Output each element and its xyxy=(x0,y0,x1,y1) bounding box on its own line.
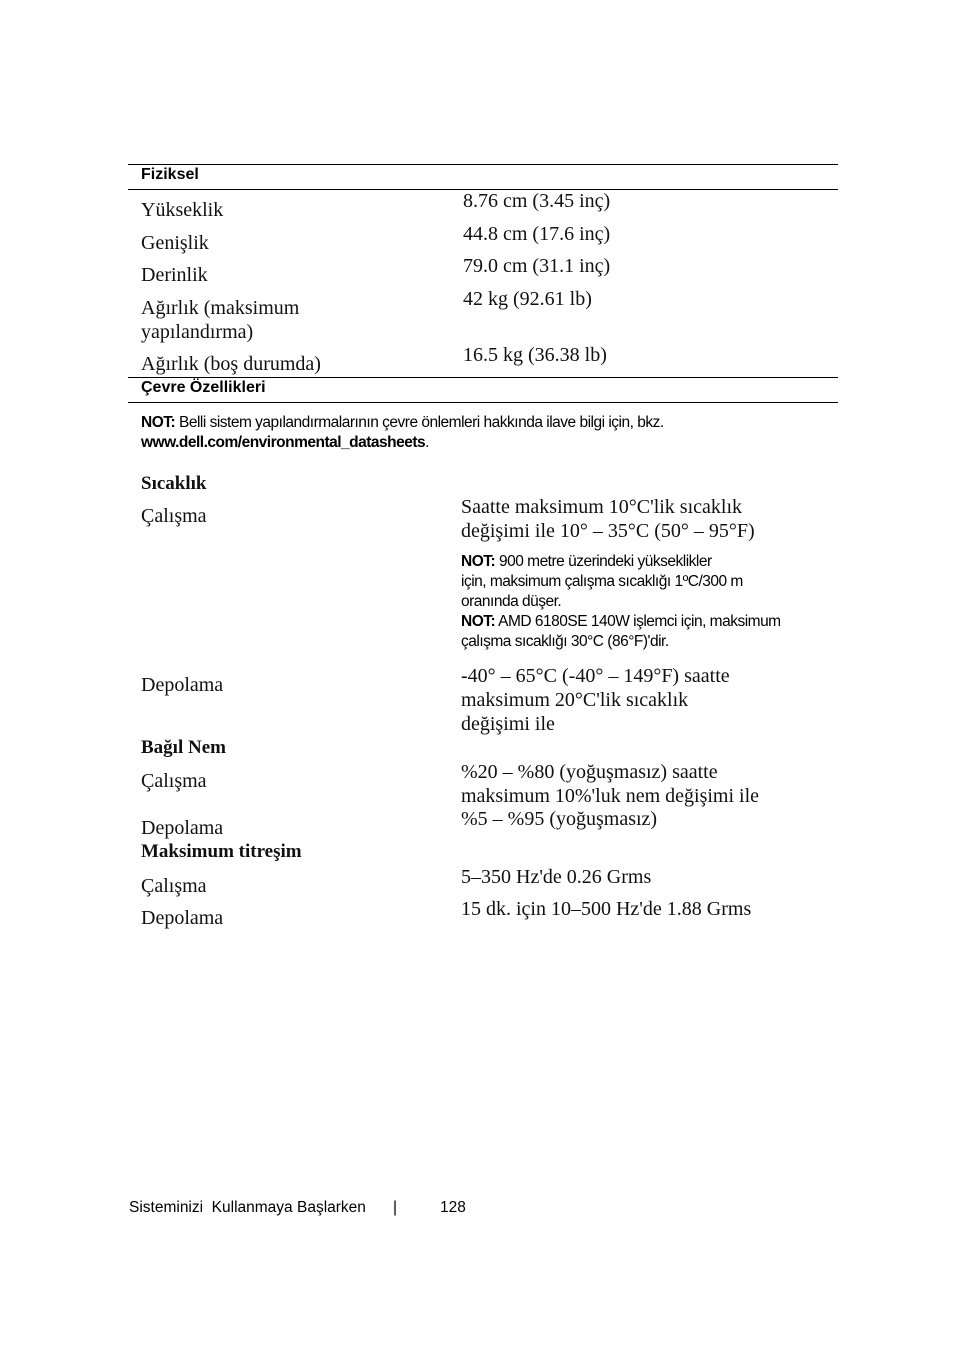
label-yukseklik: Yükseklik xyxy=(141,199,224,221)
footer-title: Sisteminizi Kullanmaya Başlarken xyxy=(129,1199,366,1216)
label-genislik: Genişlik xyxy=(141,232,209,254)
subheading-sicaklik: Sıcaklık xyxy=(141,473,207,494)
value-titresim-depolama: 15 dk. için 10–500 Hz'de 1.88 Grms xyxy=(461,898,752,920)
label-agirlik-maks-2: yapılandırma) xyxy=(141,321,254,343)
value-sicaklik-depolama-2: maksimum 20°C'lik sıcaklık xyxy=(461,689,689,711)
note2-line2: çalışma sıcaklığı 30°C (86°F)'dir. xyxy=(461,633,669,650)
value-agirlik-bos: 16.5 kg (36.38 lb) xyxy=(463,344,607,366)
value-agirlik-maks: 42 kg (92.61 lb) xyxy=(463,288,592,310)
note1-line2: için, maksimum çalışma sıcaklığı 1ºC/300 m xyxy=(461,573,743,590)
value-sicaklik-calisma-1: Saatte maksimum 10°C'lik sıcaklık xyxy=(461,496,743,518)
value-sicaklik-depolama-3: değişimi ile xyxy=(461,713,555,735)
section-heading-rule xyxy=(128,402,838,403)
note1-prefix: NOT: xyxy=(461,553,496,570)
label-nem-calisma: Çalışma xyxy=(141,770,207,792)
value-yukseklik: 8.76 cm (3.45 inç) xyxy=(463,190,611,212)
value-sicaklik-depolama-1: -40° – 65°C (-40° – 149°F) saatte xyxy=(461,665,730,687)
label-titresim-calisma: Çalışma xyxy=(141,875,207,897)
datasheets-link[interactable]: www.dell.com/environmental_datasheets xyxy=(141,434,426,451)
value-genislik: 44.8 cm (17.6 inç) xyxy=(463,223,611,245)
subheading-bagil-nem: Bağıl Nem xyxy=(141,737,226,758)
value-nem-calisma-1: %20 – %80 (yoğuşmasız) saatte xyxy=(461,761,718,783)
label-agirlik-maks-1: Ağırlık (maksimum xyxy=(141,297,300,319)
note-suffix: . xyxy=(425,434,429,451)
note1-line3: oranında düşer. xyxy=(461,593,562,610)
top-rule xyxy=(128,164,838,165)
footer-separator: | xyxy=(393,1199,398,1216)
label-titresim-depolama: Depolama xyxy=(141,907,224,929)
cevre-note xyxy=(141,413,831,453)
note-text: Belli sistem yapılandırmalarının çevre önlemleri hakkında ilave bilgi için, bkz. xyxy=(178,414,664,431)
value-sicaklik-calisma-2: değişimi ile 10° – 35°C (50° – 95°F) xyxy=(461,520,755,542)
value-nem-depolama: %5 – %95 (yoğuşmasız) xyxy=(461,808,658,830)
page-number: 128 xyxy=(440,1199,466,1216)
label-sicaklik-calisma: Çalışma xyxy=(141,505,207,527)
value-nem-calisma-2: maksimum 10%'luk nem değişimi ile xyxy=(461,785,760,807)
section-heading-fiziksel: Fiziksel xyxy=(141,166,199,183)
note2-line1: AMD 6180SE 140W işlemci için, maksimum xyxy=(498,613,781,630)
note1-line1: 900 metre üzerindeki yükseklikler xyxy=(498,553,712,570)
label-sicaklik-depolama: Depolama xyxy=(141,674,224,696)
sicaklik-note-1 xyxy=(461,552,831,652)
section-rule xyxy=(128,377,838,378)
label-agirlik-bos: Ağırlık (boş durumda) xyxy=(141,353,321,375)
subheading-titresim: Maksimum titreşim xyxy=(141,841,302,862)
label-nem-depolama: Depolama xyxy=(141,817,224,839)
value-derinlik: 79.0 cm (31.1 inç) xyxy=(463,255,611,277)
note-prefix: NOT: xyxy=(141,414,176,431)
section-heading-cevre: Çevre Özellikleri xyxy=(141,379,266,396)
label-derinlik: Derinlik xyxy=(141,264,208,286)
note2-prefix: NOT: xyxy=(461,613,496,630)
value-titresim-calisma: 5–350 Hz'de 0.26 Grms xyxy=(461,866,652,888)
